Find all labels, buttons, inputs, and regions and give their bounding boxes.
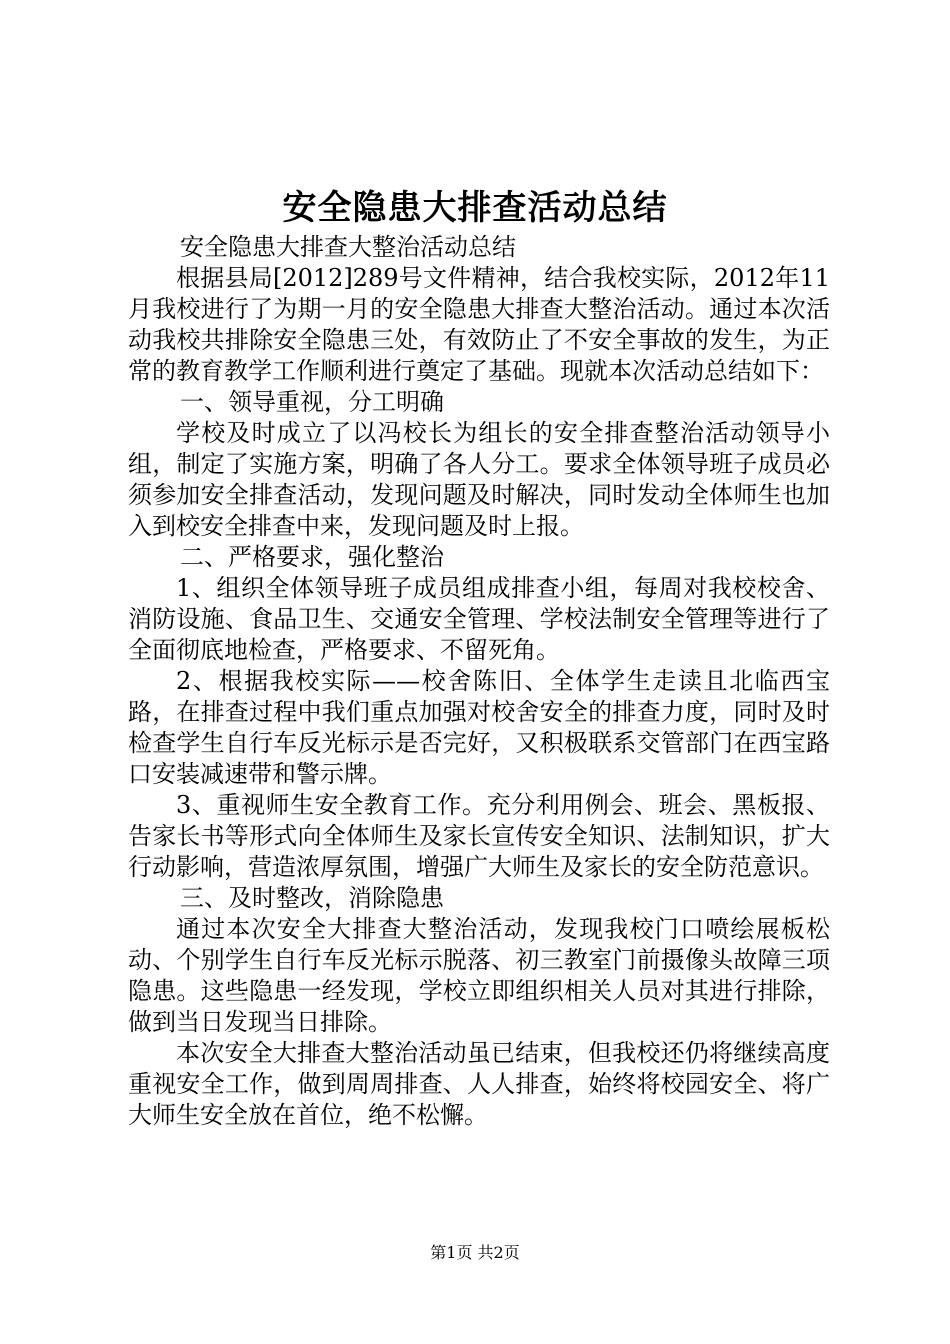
document-title: 安全隐患大排查活动总结 xyxy=(282,188,668,228)
intro-paragraph: 根据县局[2012]289号文件精神，结合我校实际，2012年11月我校进行了为期一月的安全隐患大排查大整治活动。通过本次活动我校共排除安全隐患三处，有效防止了不安全事故的发生，为正常的教育教学工作顺利进行奠定了基础。现就本次活动总结如下： xyxy=(128,264,830,385)
section-heading-1: 一、领导重视，分工明确 xyxy=(180,388,444,416)
list-item-2: 2、根据我校实际——校舍陈旧、全体学生走读且北临西宝路，在排查过程中我们重点加强对校舍安全的排查力度，同时及时检查学生自行车反光标示是否完好，又积极联系交管部门在西宝路口安装减速带和警示牌。 xyxy=(128,667,830,788)
page-footer: 第1页 共2页 xyxy=(430,1243,520,1262)
section-heading-2: 二、严格要求，强化整治 xyxy=(180,543,444,571)
section-heading-3: 三、及时整改，消除隐患 xyxy=(180,884,444,912)
document-subtitle: 安全隐患大排查大整治活动总结 xyxy=(180,233,516,261)
list-item-3: 3、重视师生安全教育工作。充分利用例会、班会、黑板报、告家长书等形式向全体师生及家长宣传安全知识、法制知识，扩大行动影响，营造浓厚氛围，增强广大师生及家长的安全防范意识。 xyxy=(128,791,830,881)
conclusion-paragraph: 本次安全大排查大整治活动虽已结束，但我校还仍将继续高度重视安全工作，做到周周排查、人人排查，始终将校园安全、将广大师生安全放在首位，绝不松懈。 xyxy=(128,1039,830,1129)
section-3-paragraph: 通过本次安全大排查大整治活动，发现我校门口喷绘展板松动、个别学生自行车反光标示脱落、初三教室门前摄像头故障三项隐患。这些隐患一经发现，学校立即组织相关人员对其进行排除，做到当日发现当日排除。 xyxy=(128,915,830,1036)
list-item-1: 1、组织全体领导班子成员组成排查小组，每周对我校校舍、消防设施、食品卫生、交通安全管理、学校法制安全管理等进行了全面彻底地检查，严格要求、不留死角。 xyxy=(128,574,830,664)
section-1-paragraph: 学校及时成立了以冯校长为组长的安全排查整治活动领导小组，制定了实施方案，明确了各人分工。要求全体领导班子成员必须参加安全排查活动，发现问题及时解决，同时发动全体师生也加入到校安全排查中来，发现问题及时上报。 xyxy=(128,419,830,540)
document-body xyxy=(128,232,830,1131)
